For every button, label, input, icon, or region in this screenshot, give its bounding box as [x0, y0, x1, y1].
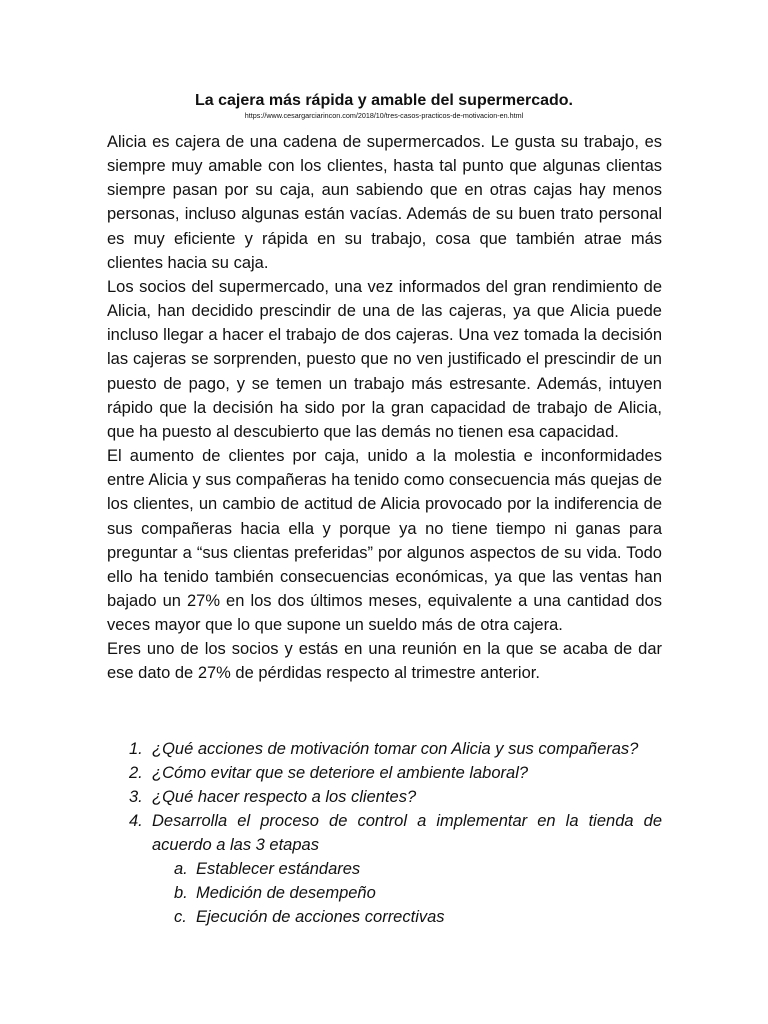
list-marker: 1. — [129, 740, 143, 758]
list-item — [107, 809, 662, 929]
paragraph-consequences: El aumento de clientes por caja, unido a la molestia e inconformidades entre Alicia y sus compañeras ha tenido como consecuencia más quejas de los clientes, un cambio de actitud de Alicia provocado por la indiferencia de sus compañeras hacia ella y porque ya no tiene tiempo ni ganas para preguntar a “sus clientas preferidas” por algunos aspectos de su vida. Todo ello ha tenido también consecuencias económicas, ya que las ventas han bajado un 27% en los dos últimos meses, equivalente a una cantidad dos veces mayor que lo que supone un sueldo más de otra cajera. — [107, 447, 662, 635]
question-text: ¿Cómo evitar que se deteriore el ambiente laboral? — [152, 764, 529, 782]
list-item — [152, 857, 662, 881]
paragraph-decision: Los socios del supermercado, una vez informados del gran rendimiento de Alicia, han decidido prescindir de una de las cajeras, ya que Alicia puede incluso llegar a hacer el trabajo de dos cajeras. Una vez tomada la decisión las cajeras se sorprenden, puesto que no ven justificado el prescindir de un puesto de pago, y se temen un trabajo más estresante. Además, intuyen rápido que la decisión ha sido por la gran capacidad de trabajo de Alicia, que ha puesto al descubierto que las demás no tienen esa capacidad. — [107, 277, 662, 441]
list-marker: c. — [174, 908, 187, 926]
document-body — [107, 130, 662, 686]
question-text: ¿Qué acciones de motivación tomar con Alicia y sus compañeras? — [152, 740, 639, 758]
paragraph-intro: Alicia es cajera de una cadena de supermercados. Le gusta su trabajo, es siempre muy amable con los clientes, hasta tal punto que algunas clientas siempre pasan por su caja, aun sabiendo que en otras cajas hay menos personas, incluso algunas están vacías. Además de su buen trato personal es muy eficiente y rápida en su trabajo, cosa que también atrae más clientes hacia su caja. — [107, 133, 662, 272]
list-item — [107, 785, 662, 809]
stage-text: Establecer estándares — [196, 860, 361, 878]
questions-list — [107, 737, 662, 929]
question-text: Desarrolla el proceso de control a implementar en la tienda de acuerdo a las 3 etapas — [152, 812, 662, 854]
stage-text: Ejecución de acciones correctivas — [196, 908, 445, 926]
list-marker: a. — [174, 860, 188, 878]
list-item — [107, 761, 662, 785]
list-item — [107, 737, 662, 761]
list-item — [152, 905, 662, 929]
list-marker: b. — [174, 884, 188, 902]
stages-list — [152, 857, 662, 929]
list-item — [152, 881, 662, 905]
list-marker: 3. — [129, 788, 143, 806]
paragraph-meeting: Eres uno de los socios y estás en una reunión en la que se acaba de dar ese dato de 27% de pérdidas respecto al trimestre anterior. — [107, 640, 662, 683]
stage-text: Medición de desempeño — [196, 884, 376, 902]
source-url: https://www.cesargarciarincon.com/2018/10/tres-casos-practicos-de-motivacion-en.html — [244, 111, 524, 120]
list-marker: 4. — [129, 812, 143, 830]
question-text: ¿Qué hacer respecto a los clientes? — [152, 788, 417, 806]
list-marker: 2. — [129, 764, 143, 782]
document-title: La cajera más rápida y amable del supermercado. — [195, 92, 573, 109]
